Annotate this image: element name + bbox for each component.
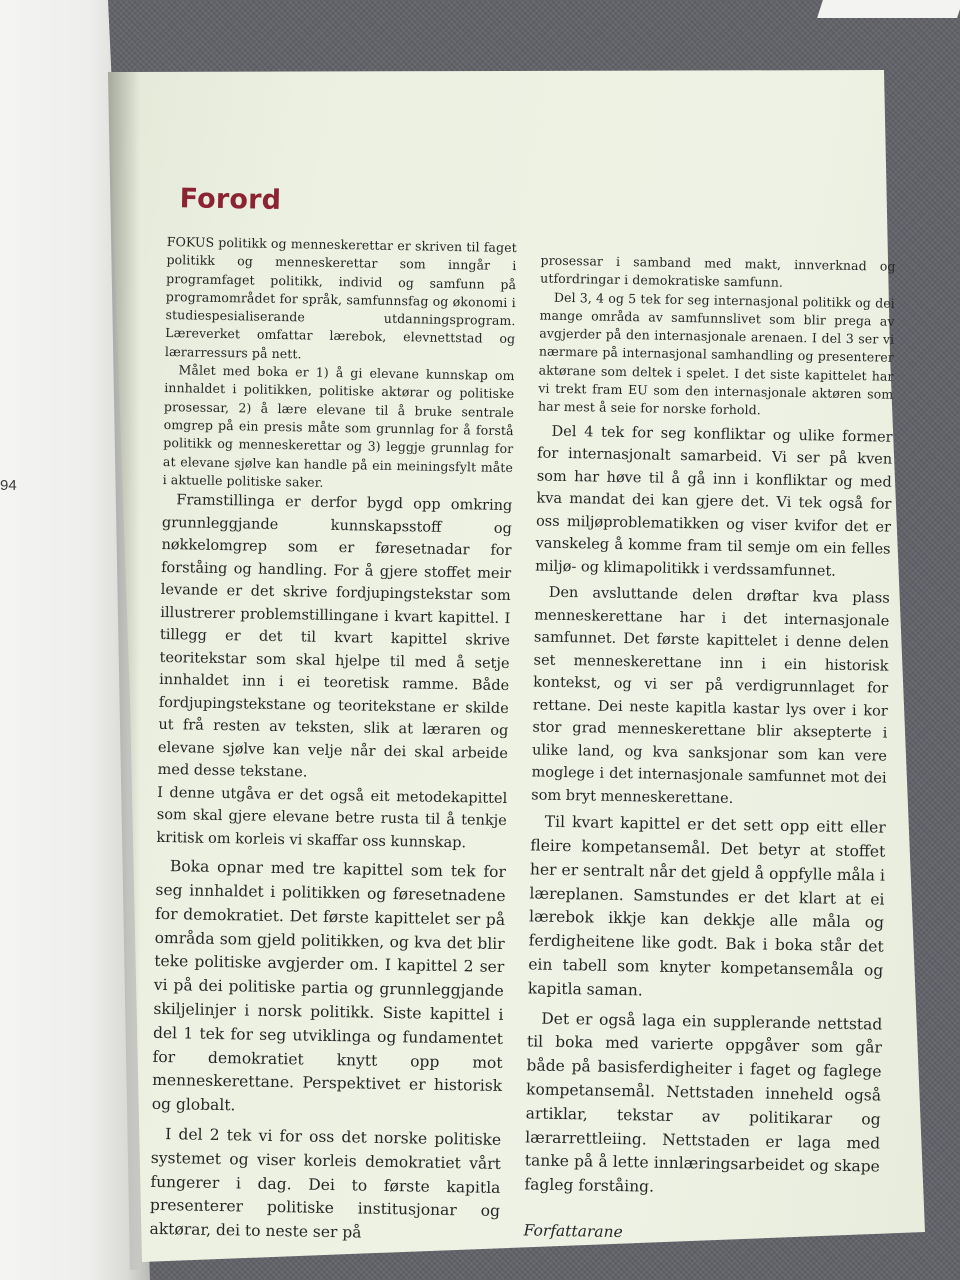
paragraph-method: I denne utgåva er det også eit metodekapittel som skal gjere elevane betre rusta til å tenkje kritisk om korleis vi skaffar oss kunnskap. xyxy=(156,784,508,851)
right-column xyxy=(523,252,895,1246)
paragraph-competence: Til kvart kapittel er det sett opp eitt eller fleire kompetansemål. Det betyr at stoffet her er sentralt når det gjeld å oppfylle måla i læreplanen. Samstundes er det klart at ei lærebok ikkje kan dekkje alle måla og ferdigheitene like godt. Bak i boka står det ein tabell som knyter kompetansemåla og kapitla saman. xyxy=(527,812,886,1000)
page-number: 94 xyxy=(0,477,17,494)
paragraph-processes: prosessar i samband med makt, innverknad og utfordringar i demokratiske samfunn. xyxy=(540,252,896,291)
paragraph-part5: Den avsluttande delen drøftar kva plass menneskerettane har i det internasjonale samfunnet. Det første kapittelet i denne delen set menneskerettane inn i ein historisk kontekst, og vi ser på verdigrunnlaget for rettane. Dei neste kapitla kastar lys over i kor stor grad menneskerettane blir aksepterte i ulike land, og kva sanksjonar som kan vere moglege i det internasjonale samfunnet mot dei som bryt menneskerettane. xyxy=(531,584,890,807)
paper-corner xyxy=(817,0,960,18)
left-column xyxy=(149,233,517,1248)
paragraph-intro: FOKUS politikk og menneskerettar er skriven til faget politikk og menneskerettar som inngår i programfaget politikk, individ og samfunn på programområdet for språk, samfunnsfag og økonomi i studiespesialiserande utdanningsprogram. Læreverket omfattar lærebok, elevnettstad og lærarressurs på nett. xyxy=(164,233,517,362)
signature: Forfattarane xyxy=(523,1221,623,1242)
paragraph-part2: I del 2 tek vi for oss det norske politiske systemet og viser korleis demokratiet vårt fungerer i dag. Dei to første kapitla presenterer politiske institusjonar og aktørar, dei to neste ser på xyxy=(149,1125,502,1242)
paragraph-website: Det er også laga ein supplerande nettstad til boka med varierte oppgåver som går både på basisferdigheiter i faget og faglege kompetansemål. Nettstaden inneheld også artiklar, tekstar av politikarar og lærarrettleiing. Nettstaden er laga med tanke på å lette innlæringsarbeidet og skape fagleg forståing. xyxy=(524,1009,883,1196)
paragraph-part1: Boka opnar med tre kapittel som tek for seg innhaldet i politikken og føresetnadene for demokratiet. Det første kapittelet ser på områda som gjeld politikken, og kva det blir teke politiske avgjerder om. I kapittel 2 ser vi på dei politiske partia og grunnleggjande skiljelinjer i norsk politikk. Siste kapittel i del 1 tek for seg utviklinga og fundamentet for demokratiet knytt opp mot menneskerettane. Perspektivet er historisk og globalt. xyxy=(151,857,507,1115)
paragraph-goals: Målet med boka er 1) å gi elevane kunnskap om innhaldet i politikken, politiske aktørar og politiske prosessar, 2) å lære elevane til å bruke sentrale omgrep på ein presis måte som grunnlag for å forstå politikk og menneskerettar og 3) leggje grunnlag for at elevane sjølve kan handle på ein meiningsfylt måte i aktuelle politiske saker. xyxy=(162,362,515,490)
page-content xyxy=(149,175,908,1242)
paragraph-part4: Del 4 tek for seg konfliktar og ulike former for internasjonalt samarbeid. Vi ser på kven som har høve til å gå inn i konfliktar og med kva mandat dei kan gjere det. Vi tek også for oss miljøproblematikken og viser kvifor det er vanskeleg å komme fram til semje om ein felles miljø- og klimapolitikk i verdssamfunnet. xyxy=(535,423,893,580)
paragraph-presentation: Framstillinga er derfor bygd opp omkring grunnleggjande kunnskapsstoff og nøkkelomgrep som er føresetnadar for forståing og handling. For å gjere stoffet meir levande er det skrive fordjupingstekstar som illustrerer problemstillingane i kvart kapittel. I tillegg er det til kvart kapittel skrive teoritekstar som skal hjelpe til med å setje innhaldet inn i ei teoretisk ramme. Både fordjupingstekstane og teoritekstane er skilde ut frå resten av teksten, slik at læraren og elevane sjølve kan velje når dei skal arbeide med desse tekstane. xyxy=(157,492,513,781)
paragraph-part3: Del 3, 4 og 5 tek for seg internasjonal politikk og dei mange områda av samfunnslivet som blir prega av avgjerder på den internasjonale arenaen. I del 3 ser vi nærmare på internasjonal samhandling og presenterer aktørane som deltek i spelet. I det siste kapittelet har vi trekt fram EU som den internasjonale aktøren som har mest å seie for norske forhold. xyxy=(537,289,896,418)
page-title: Forord xyxy=(179,183,282,216)
